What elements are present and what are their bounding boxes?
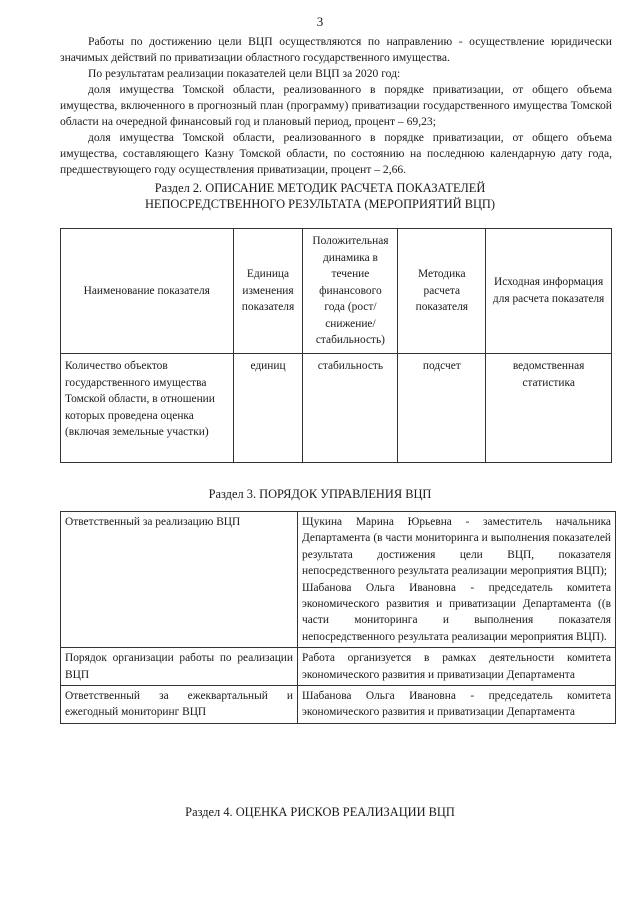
header-cell: Положительная динамика в течение финансового года (рост/снижение/ стабильность) xyxy=(303,229,398,354)
management-table xyxy=(60,511,616,724)
table-row xyxy=(61,686,616,724)
row-label: Ответственный за реализацию ВЦП xyxy=(61,512,298,648)
intro-paragraph: доля имущества Томской области, реализованного в порядке приватизации, от общего объема имущества, включенного в прогнозный план (программу) приватизации государственного имущества Томской области на очередной финансовый год и плановый период, процент – 69,23; xyxy=(60,83,612,128)
intro-paragraph: По результатам реализации показателей цели ВЦП за 2020 год: xyxy=(88,67,401,80)
table-row xyxy=(61,354,612,463)
section2-title xyxy=(0,180,640,212)
intro-text xyxy=(60,34,612,178)
section2-title-line2: НЕПОСРЕДСТВЕННОГО РЕЗУЛЬТАТА (МЕРОПРИЯТИЙ ВЦП) xyxy=(144,197,496,211)
section4-title: Раздел 4. ОЦЕНКА РИСКОВ РЕАЛИЗАЦИИ ВЦП xyxy=(185,805,455,819)
section2-title-line1: Раздел 2. ОПИСАНИЕ МЕТОДИК РАСЧЕТА ПОКАЗАТЕЛЕЙ xyxy=(154,181,486,195)
row-label: Порядок организации работы по реализации ВЦП xyxy=(61,648,298,686)
method-cell: подсчет xyxy=(398,354,486,463)
page-number: 3 xyxy=(316,14,324,29)
section3-title: Раздел 3. ПОРЯДОК УПРАВЛЕНИЯ ВЦП xyxy=(208,487,432,501)
row-value-paragraph: Шабанова Ольга Ивановна - председатель комитета экономического развития и приватизации Департамента ((в части мониторинга и выполнения показателя непосредственного результата реализации мероприятия ВЦП). xyxy=(302,581,611,643)
unit-cell: единиц xyxy=(233,354,303,463)
header-cell: Единица изменения показателя xyxy=(233,229,303,354)
header-cell: Исходная информация для расчета показателя xyxy=(486,229,612,354)
source-cell: ведомственная статистика xyxy=(486,354,612,463)
table-row xyxy=(61,648,616,686)
row-value: Работа организуется в рамках деятельности комитета экономического развития и приватизации Департамента xyxy=(298,648,616,686)
header-cell: Наименование показателя xyxy=(61,229,234,354)
intro-paragraph: Работы по достижению цели ВЦП осуществляются по направлению - осуществление юридически значимых действий по приватизации областного государственного имущества. xyxy=(60,35,612,64)
table-row xyxy=(61,512,616,648)
indicator-name-cell: Количество объектов государственного имущества Томской области, в отношении которых проведена оценка (включая земельные участки) xyxy=(61,354,234,463)
row-value: Шабанова Ольга Ивановна - председатель комитета экономического развития и приватизации Департамента xyxy=(298,686,616,724)
intro-paragraph: доля имущества Томской области, реализованного в порядке приватизации, от общего объема имущества, составляющего Казну Томской области, по состоянию на последнюю календарную дату года, предшествующего году осуществления приватизации, процент – 2,66. xyxy=(60,131,612,176)
header-cell: Методика расчета показателя xyxy=(398,229,486,354)
methods-table-header xyxy=(61,229,612,354)
methods-table xyxy=(60,228,612,463)
row-value xyxy=(298,512,616,648)
row-label: Ответственный за ежеквартальный и ежегодный мониторинг ВЦП xyxy=(61,686,298,724)
dynamics-cell: стабильность xyxy=(303,354,398,463)
row-value-paragraph: Щукина Марина Юрьевна - заместитель начальника Департамента (в части мониторинга и выполнения показателей результата достижения цели ВЦП, показателя непосредственного результата реализации мероприятия ВЦП); xyxy=(302,516,611,578)
